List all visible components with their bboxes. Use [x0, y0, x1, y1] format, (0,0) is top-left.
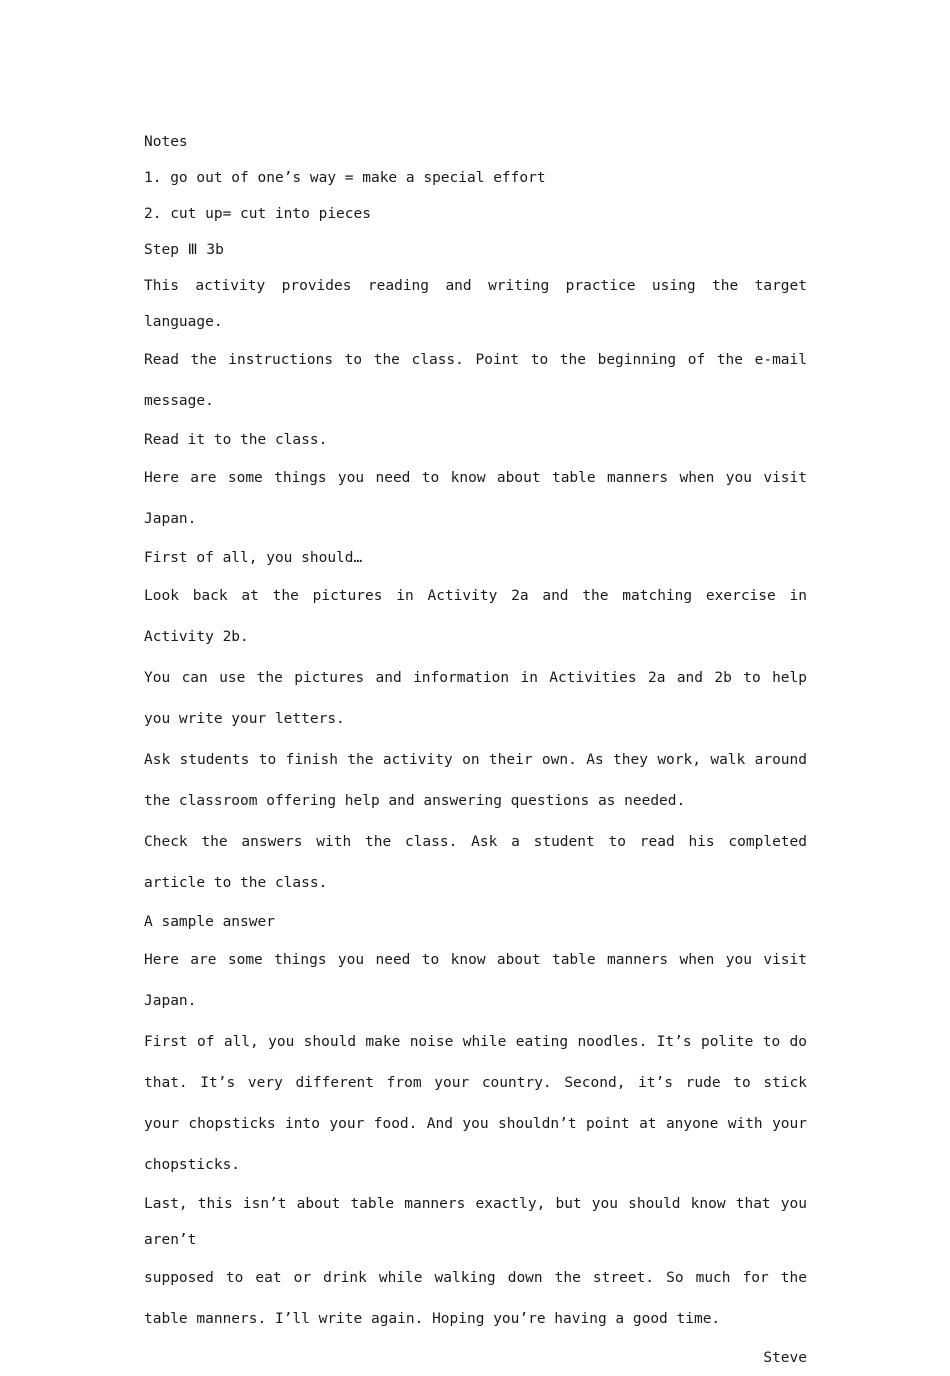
paragraph-use-pictures: You can use the pictures and information in Activities 2a and 2b to help you write your letters.	[144, 670, 807, 727]
sample-paragraph-3: Last, this isn’t about table manners exactly, but you should know that you aren’t	[144, 1196, 807, 1248]
notes-heading: Notes	[144, 134, 188, 150]
paragraph-activity: This activity provides reading and writing practice using the target language.	[144, 278, 807, 330]
paragraph-first-of-all: First of all, you should…	[144, 550, 363, 566]
paragraph-check-answers: Check the answers with the class. Ask a student to read his completed article to the class.	[144, 834, 807, 891]
paragraph-instructions: Read the instructions to the class. Point to the beginning of the e-mail message.	[144, 352, 807, 409]
paragraph-email-start: Here are some things you need to know about table manners when you visit Japan.	[144, 470, 807, 527]
paragraph-read: Read it to the class.	[144, 432, 328, 448]
note-1: 1. go out of one’s way = make a special effort	[144, 170, 546, 186]
signature: Steve	[763, 1350, 807, 1366]
sample-paragraph-4: supposed to eat or drink while walking down the street. So much for the table manners. I’ll write again. Hoping you’re having a good time.	[144, 1270, 807, 1327]
paragraph-finish-activity: Ask students to finish the activity on their own. As they work, walk around the classroom offering help and answering questions as needed.	[144, 752, 807, 809]
sample-paragraph-1: Here are some things you need to know about table manners when you visit Japan.	[144, 952, 807, 1009]
sample-answer-heading: A sample answer	[144, 914, 275, 930]
paragraph-look-back: Look back at the pictures in Activity 2a and the matching exercise in Activity 2b.	[144, 588, 807, 645]
sample-paragraph-2: First of all, you should make noise while eating noodles. It’s polite to do that. It’s very different from your country. Second, it’s rude to stick your chopsticks into your food. And you shouldn’t point at anyone with your chopsticks.	[144, 1034, 807, 1173]
note-2: 2. cut up= cut into pieces	[144, 206, 371, 222]
step-heading: Step Ⅲ 3b	[144, 242, 224, 258]
document-page	[144, 124, 807, 1376]
